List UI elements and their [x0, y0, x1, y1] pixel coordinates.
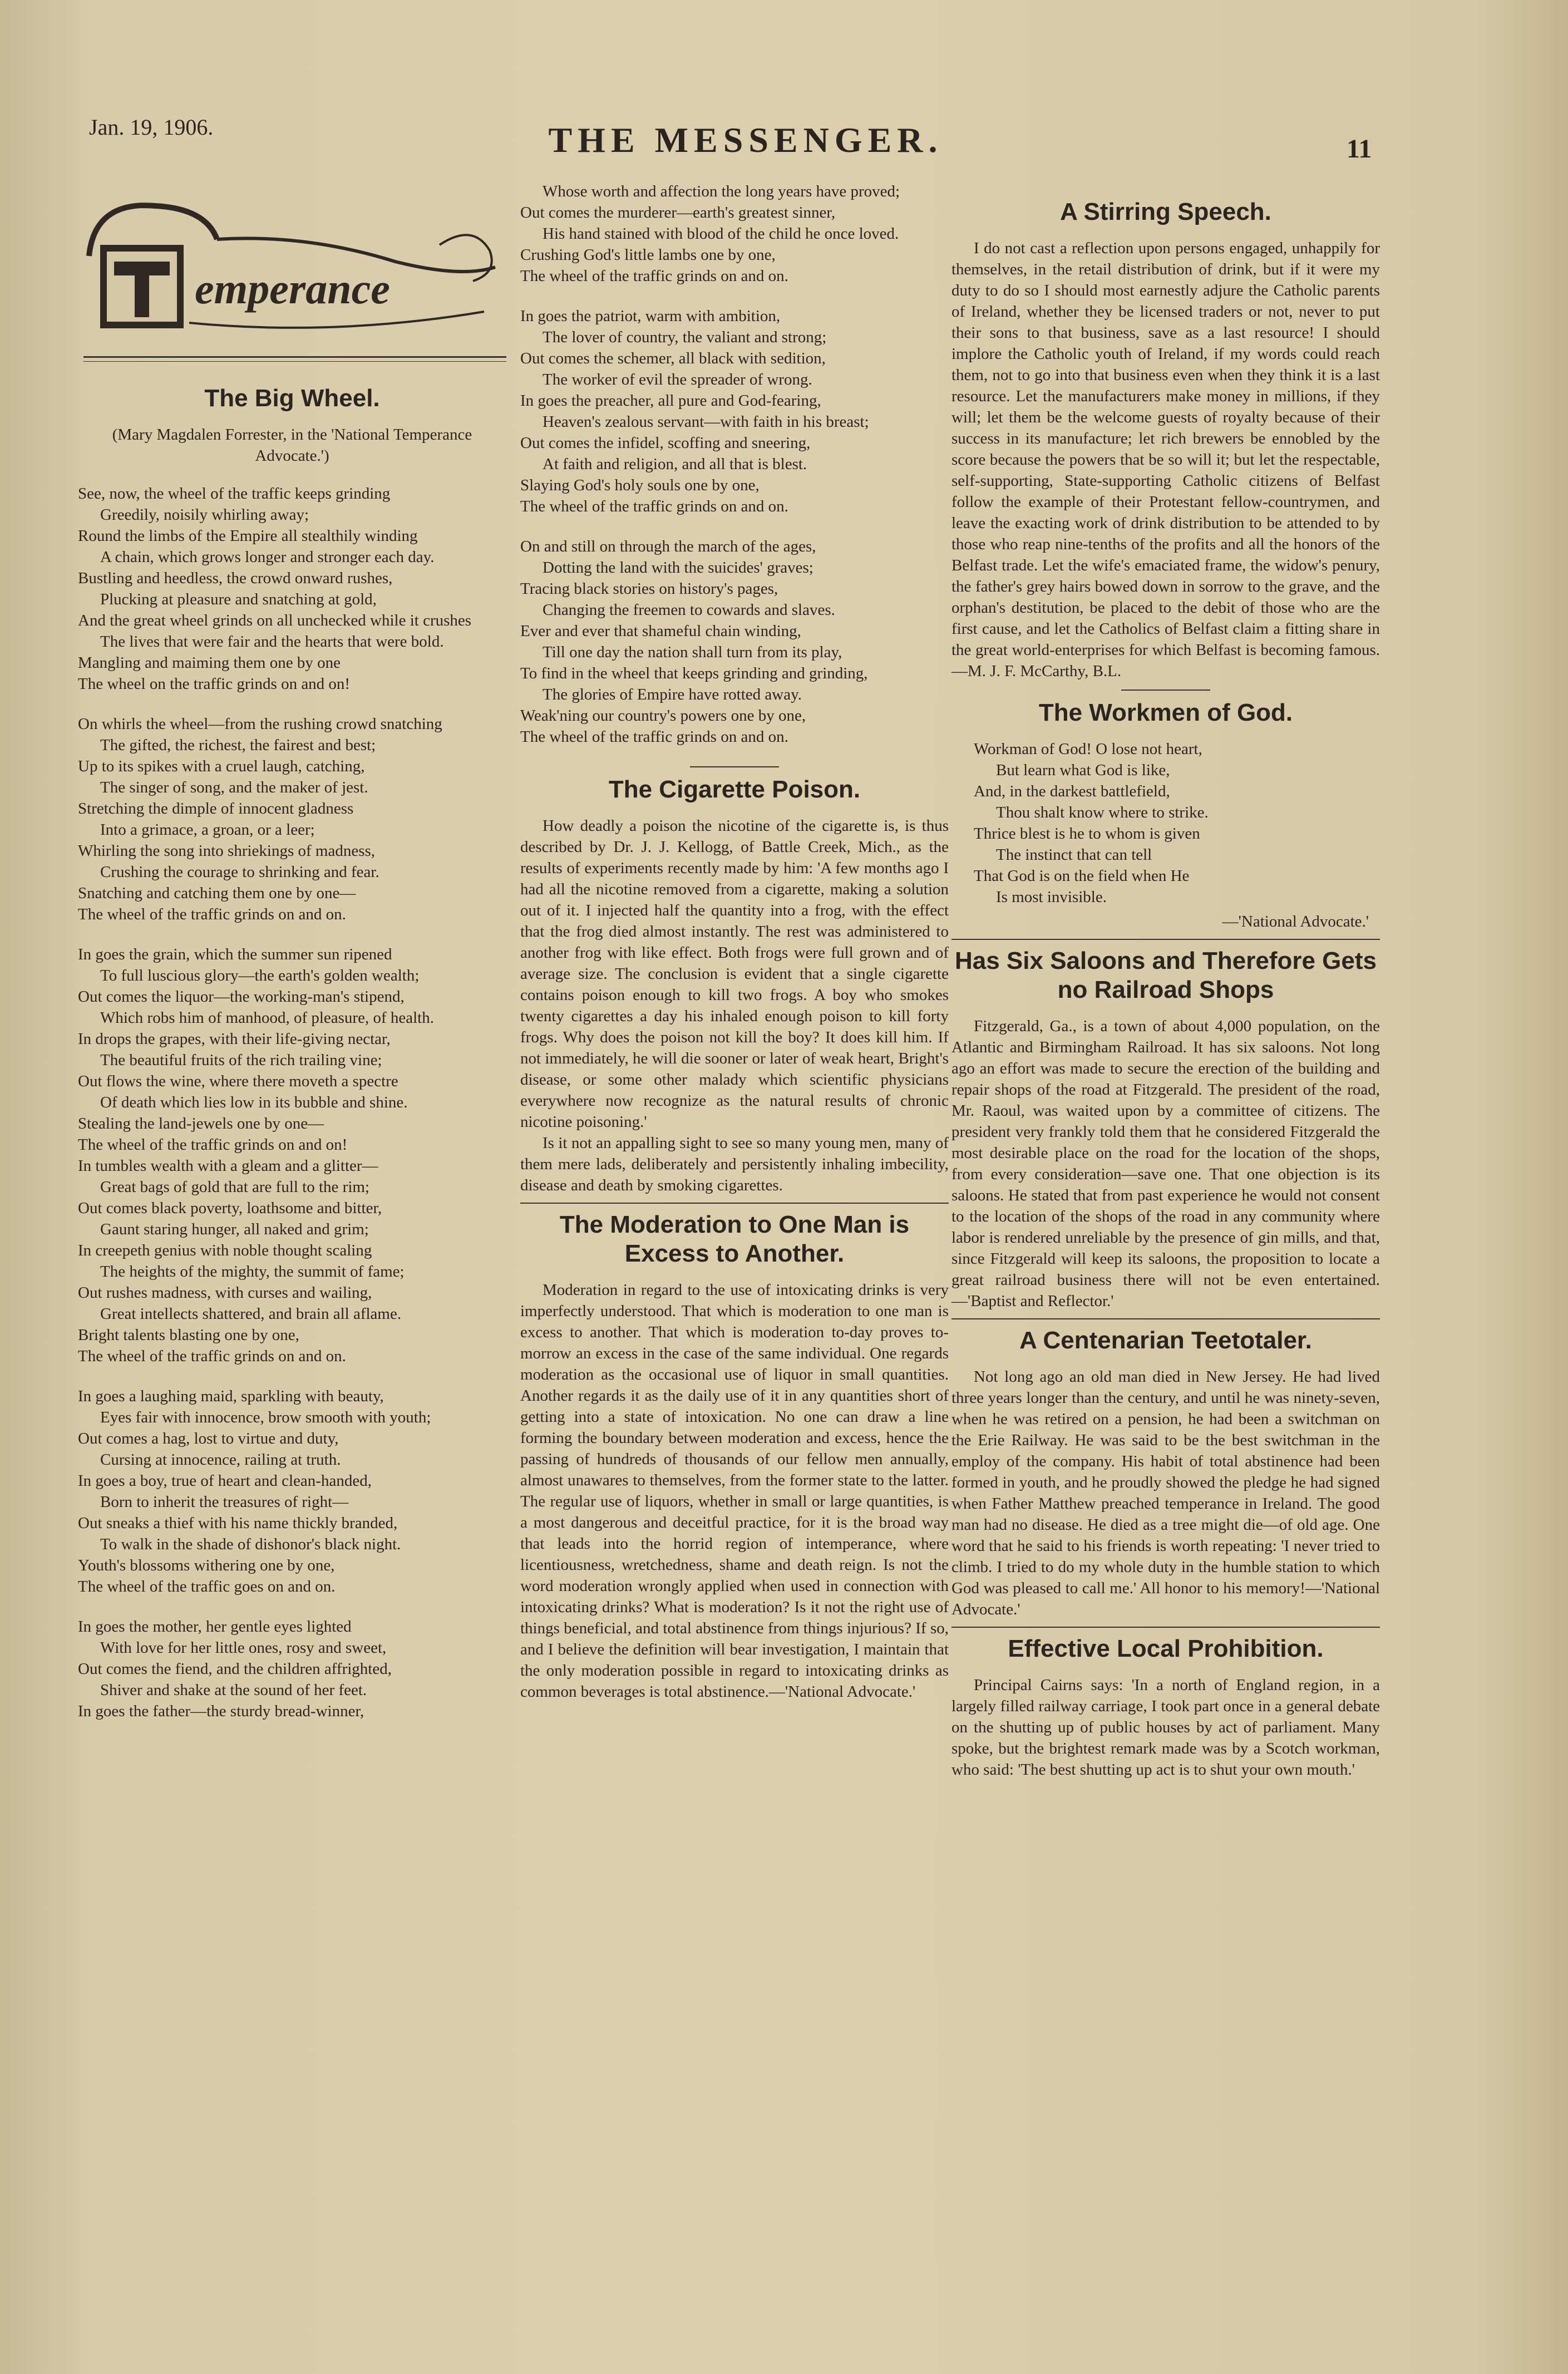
poem-line: Shiver and shake at the sound of her feet.: [100, 1681, 367, 1699]
poem-line: Out comes a hag, lost to virtue and duty,: [78, 1430, 339, 1447]
column-2: [520, 181, 949, 1702]
poem-line: The wheel of the traffic grinds on and on.: [520, 498, 788, 515]
poem-line: And the great wheel grinds on all unchecked while it crushes: [78, 612, 472, 629]
poem-line: In goes the patriot, warm with ambition,: [520, 307, 781, 325]
poem-line: The worker of evil the spreader of wrong.: [543, 371, 812, 388]
temperance-logo: [83, 184, 506, 345]
poem-line: The glories of Empire have rotted away.: [543, 686, 802, 703]
poem-line: The heights of the mighty, the summit of fame;: [100, 1263, 405, 1280]
poem-line: Gaunt staring hunger, all naked and grim;: [100, 1220, 369, 1238]
big-wheel-poem-continued: [520, 181, 949, 747]
poem-line: Out comes the fiend, and the children affrighted,: [78, 1660, 392, 1678]
workmen-title: The Workmen of God.: [1038, 699, 1293, 726]
divider: [951, 939, 1380, 940]
workmen-poem: [951, 738, 1380, 908]
poem-line: And, in the darkest battlefield,: [974, 782, 1170, 800]
divider: [690, 766, 779, 767]
poem-stanza: [520, 181, 949, 287]
moderation-article: [520, 1279, 949, 1702]
article-paragraph: Is it not an appalling sight to see so many young men, many of them mere lads, deliberately and persistently inhaling imbecility, disease and death by smoking cigarettes.: [520, 1134, 949, 1194]
column-3: [951, 192, 1380, 1780]
poem-line: Round the limbs of the Empire all stealthily winding: [78, 527, 418, 545]
poem-line: Heaven's zealous servant—with faith in his breast;: [543, 413, 869, 431]
poem-line: In goes a boy, true of heart and clean-handed,: [78, 1472, 372, 1490]
poem-line: Cursing at innocence, railing at truth.: [100, 1451, 341, 1469]
article-paragraph: Not long ago an old man died in New Jersey. He had lived three years longer than the century, and until he was ninety-seven, when he was retired on a pension, he had been a switchman on the Erie Railway. He was said to be the best switchman in the employ of the company. His habit of total abstinence had been formed in youth, and he proudly showed the pledge he had signed when Father Matthew preached temperance in Ireland. The good man had no disease. He died as a tree might die—of old age. One word that he said to his friends is worth repeating: 'I never tried to climb. I tried to do my whole duty in the humble station to which God was pleased to call me.' All honor to his memory!—'National Advocate.': [951, 1368, 1380, 1618]
saloons-article: [951, 1016, 1380, 1312]
poem-line: Into a grimace, a groan, or a leer;: [100, 821, 315, 839]
article-paragraph: I do not cast a reflection upon persons engaged, unhappily for themselves, in the retail distribution of drink, but if it were my duty to do so I should most earnestly adjure the Catholic parents of Ireland, whether they be licensed traders or not, never to put their sons to that business, save as a last resource! I should implore the Catholic youth of Ireland, if my words could reach them, not to go into that business even when they think it is a last resource. Let the manufacturers make money in millions, if they will; let them be the welcome guests of royalty because of their success in its manufacture; let rich brewers be ennobled by the score because the powers that be so will it; but let the respectable, self-supporting, State-supporting Catholic citizens of Belfast follow the example of their Protestant fellow-countrymen, and leave the exacting work of drink distribution to be attended to by those who reap nine-tenths of the profits and all the honors of the Belfast trade. Let the wife's emaciated frame, the widow's penury, the father's grey hairs bowed down in sorrow to the grave, and the orphan's destitution, be placed to the debit of those who are the first cause, and let the Catholics of Belfast claim a fitting share in the great world-enterprises for which Belfast is becoming famous.—M. J. F. McCarthy, B.L.: [951, 239, 1380, 680]
poem-line: Snatching and catching them one by one—: [78, 884, 356, 902]
poem-line: Stealing the land-jewels one by one—: [78, 1115, 324, 1132]
poem-line: In tumbles wealth with a gleam and a glitter—: [78, 1157, 378, 1175]
poem-line: Greedily, noisily whirling away;: [100, 506, 309, 524]
poem-line: The wheel on the traffic grinds on and on!: [78, 675, 351, 693]
issue-date: Jan. 19, 1906.: [89, 115, 214, 140]
poem-line: Mangling and maiming them one by one: [78, 654, 341, 672]
poem-line: Of death which lies low in its bubble and shine.: [100, 1094, 408, 1111]
poem-line: A chain, which grows longer and stronger each day.: [100, 548, 435, 566]
big-wheel-title: The Big Wheel.: [204, 385, 380, 412]
poem-line: Is most invisible.: [996, 888, 1107, 906]
poem-line: In goes the grain, which the summer sun ripened: [78, 945, 392, 963]
poem-line: His hand stained with blood of the child he once loved.: [543, 225, 899, 243]
poem-line: Out sneaks a thief with his name thickly branded,: [78, 1514, 398, 1532]
poem-line: To walk in the shade of dishonor's black night.: [100, 1535, 401, 1553]
poem-line: Out comes black poverty, loathsome and bitter,: [78, 1199, 382, 1217]
divider: [951, 1627, 1380, 1628]
poem-line: On and still on through the march of the ages,: [520, 538, 816, 555]
poem-line: Whose worth and affection the long years have proved;: [543, 183, 900, 200]
poem-stanza: [78, 713, 506, 925]
poem-line: The wheel of the traffic goes on and on.: [78, 1578, 336, 1595]
poem-line: Stretching the dimple of innocent gladness: [78, 800, 354, 817]
poem-line: The instinct that can tell: [996, 846, 1152, 864]
poem-line: In goes the father—the sturdy bread-winner,: [78, 1702, 364, 1720]
poem-line: The wheel of the traffic grinds on and on.: [520, 267, 788, 285]
poem-stanza: [78, 483, 506, 695]
cigarette-article: [520, 815, 949, 1196]
poem-line: In creepeth genius with noble thought scaling: [78, 1242, 372, 1259]
local-prohibition-title: Effective Local Prohibition.: [1008, 1635, 1324, 1662]
poem-line: Great bags of gold that are full to the rim;: [100, 1178, 369, 1196]
poem-line: Out comes the schemer, all black with sedition,: [520, 349, 826, 367]
poem-line: Out comes the infidel, scoffing and sneering,: [520, 434, 811, 452]
poem-line: To find in the wheel that keeps grinding and grinding,: [520, 664, 868, 682]
poem-line: The gifted, the richest, the fairest and best;: [100, 736, 376, 754]
article-paragraph: How deadly a poison the nicotine of the cigarette is, is thus described by Dr. J. J. Kellogg, of Battle Creek, Mich., as the results of experiments recently made by him: 'A few months ago I had all the nicotine removed from a cigarette, making a solution out of it. I injected half the quantity into a frog, with the effect that the frog died almost instantly. The rest was administered to another frog with like effect. Both frogs were full grown and of average size. The conclusion is evident that a single cigarette contains poison enough to kill two frogs. A boy who smokes twenty cigarettes a day his inhaled enough poison to kill forty frogs. Why does the poison not kill the boy? It does kill him. If not immediately, he will die sooner or later of weak heart, Bright's disease, or some other malady which scientific physicians everywhere now recognize as the natural results of chronic nicotine poisoning.': [520, 817, 949, 1131]
poem-line: The wheel of the traffic grinds on and on.: [78, 1347, 346, 1365]
poem-line: Whirling the song into shriekings of madness,: [78, 842, 376, 860]
centenarian-title: A Centenarian Teetotaler.: [1019, 1327, 1312, 1354]
poem-line: In goes the preacher, all pure and God-fearing,: [520, 392, 821, 410]
big-wheel-poem: [78, 483, 506, 1722]
poem-line: Changing the freemen to cowards and slaves.: [543, 601, 835, 619]
poem-line: Dotting the land with the suicides' graves;: [543, 559, 813, 577]
page-number: 11: [1347, 134, 1372, 164]
poem-line: The wheel of the traffic grinds on and on!: [78, 1136, 348, 1154]
poem-line: But learn what God is like,: [996, 761, 1170, 779]
saloons-title: Has Six Saloons and Therefore Gets no Railroad Shops: [954, 947, 1377, 1003]
poem-line: Which robs him of manhood, of pleasure, of health.: [100, 1009, 434, 1027]
poem-line: With love for her little ones, rosy and sweet,: [100, 1639, 387, 1657]
cigarette-title: The Cigarette Poison.: [608, 776, 861, 803]
poem-line: The wheel of the traffic grinds on and on.: [78, 905, 346, 923]
stirring-title: A Stirring Speech.: [1060, 198, 1271, 225]
poem-line: That God is on the field when He: [974, 867, 1190, 885]
poem-line: Bustling and heedless, the crowd onward rushes,: [78, 569, 393, 587]
moderation-title: The Moderation to One Man is Excess to Another.: [559, 1211, 910, 1267]
poem-line: Youth's blossoms withering one by one,: [78, 1557, 335, 1574]
centenarian-article: [951, 1366, 1380, 1620]
poem-stanza: [520, 306, 949, 517]
poem-line: Ever and ever that shameful chain winding,: [520, 622, 801, 640]
poem-line: Workman of God! O lose not heart,: [974, 740, 1202, 758]
poem-stanza: [78, 944, 506, 1367]
divider: [951, 1318, 1380, 1319]
local-prohibition-article: [951, 1674, 1380, 1780]
poem-line: In drops the grapes, with their life-giving nectar,: [78, 1030, 391, 1048]
poem-stanza: [78, 1386, 506, 1597]
poem-line: See, now, the wheel of the traffic keeps grinding: [78, 485, 391, 503]
poem-line: The lives that were fair and the hearts that were bold.: [100, 633, 444, 651]
poem-line: Weak'ning our country's powers one by one,: [520, 707, 806, 725]
workmen-source: —'National Advocate.': [1222, 913, 1369, 930]
column-1: [78, 378, 506, 1741]
poem-line: Slaying God's holy souls one by one,: [520, 476, 760, 494]
poem-line: Born to inherit the treasures of right—: [100, 1493, 349, 1511]
logo-rule: [83, 356, 506, 362]
poem-line: Crushing God's little lambs one by one,: [520, 246, 776, 264]
poem-line: At faith and religion, and all that is blest.: [543, 455, 807, 473]
poem-line: In goes the mother, her gentle eyes lighted: [78, 1618, 352, 1636]
divider: [520, 1203, 949, 1204]
poem-stanza: [520, 536, 949, 747]
poem-line: Up to its spikes with a cruel laugh, catching,: [78, 757, 365, 775]
poem-line: The beautiful fruits of the rich trailing vine;: [100, 1051, 382, 1069]
poem-line: Eyes fair with innocence, brow smooth with youth;: [100, 1408, 431, 1426]
big-wheel-byline: (Mary Magdalen Forrester, in the 'National Temperance Advocate.'): [112, 426, 472, 465]
poem-line: Thou shalt know where to strike.: [996, 804, 1209, 821]
poem-line: Out comes the liquor—the working-man's stipend,: [78, 988, 405, 1006]
poem-line: In goes a laughing maid, sparkling with beauty,: [78, 1387, 384, 1405]
article-paragraph: Fitzgerald, Ga., is a town of about 4,000 population, on the Atlantic and Birmingham Railroad. It has six saloons. Not long ago an effort was made to secure the erection of the building and repair shops of the road at Fitzgerald. The president of the road, Mr. Raoul, was waited upon by a committee of citizens. The president very frankly told them that he considered Fitzgerald the most desirable place on the road for the location of the shops, from every consideration—save one. That one objection is its saloons. He stated that from past experience he would not consent to the location of the shops of the road in any community where labor is rendered unreliable by the presence of gin mills, and that, since Fitzgerald will keep its saloons, the proposition to locate a great railroad business there will not be even entertained.—'Baptist and Reflector.': [951, 1017, 1380, 1310]
poem-line: Bright talents blasting one by one,: [78, 1326, 299, 1344]
poem-line: Plucking at pleasure and snatching at gold,: [100, 590, 377, 608]
poem-line: The wheel of the traffic grinds on and on.: [520, 728, 788, 746]
poem-line: Till one day the nation shall turn from its play,: [543, 643, 842, 661]
poem-line: Great intellects shattered, and brain all aflame.: [100, 1305, 402, 1323]
article-paragraph: Principal Cairns says: 'In a north of England region, in a largely filled railway carriage, I took part once in a general debate on the shutting up of public houses by act of parliament. Many spoke, but the brightest remark made was by a Scotch workman, who said: 'The best shutting up act is to shut your own mouth.': [951, 1676, 1380, 1779]
poem-line: Crushing the courage to shrinking and fear.: [100, 863, 379, 881]
poem-line: To full luscious glory—the earth's golden wealth;: [100, 967, 420, 984]
poem-line: Out rushes madness, with curses and wailing,: [78, 1284, 372, 1302]
article-paragraph: Moderation in regard to the use of intoxicating drinks is very imperfectly understood. That which is moderation to one man is excess to another. That which is moderation to-day proves to-morrow an excess in the case of the same individual. One regards moderation as the occasional use of liquor in small quantities. Another regards it as the daily use of it in any quantities short of getting into a state of intoxication. No one can draw a line forming the boundary between moderation and excess, hence the passing of hundreds of thousands of our fellow men annually, almost unawares to themselves, from the former state to the latter. The regular use of liquors, whether in small or large quantities, is a most dangerous and deceitful practice, for it is the broad way that leads into the horrid region of intemperance, where licentiousness, wretchedness, shame and death reign. Is not the word moderation wrongly applied when used in connection with intoxicating drinks? What is moderation? Is it not the right use of things beneficial, and total abstinence from things injurious? If so, and I believe the definition will bear investigation, I maintain that the only moderation possible in regard to intoxicating drinks as common beverages is total abstinence.—'National Advocate.': [520, 1281, 949, 1701]
poem-line: Out flows the wine, where there moveth a spectre: [78, 1072, 398, 1090]
logo-word: emperance: [195, 264, 390, 313]
poem-line: Thrice blest is he to whom is given: [974, 825, 1200, 843]
masthead-title: THE MESSENGER.: [548, 120, 943, 160]
poem-line: Tracing black stories on history's pages,: [520, 580, 778, 598]
divider: [1121, 689, 1210, 691]
poem-stanza: [78, 1616, 506, 1722]
poem-line: On whirls the wheel—from the rushing crowd snatching: [78, 715, 442, 733]
stirring-article: [951, 238, 1380, 682]
poem-line: Out comes the murderer—earth's greatest sinner,: [520, 204, 836, 221]
poem-line: The lover of country, the valiant and strong;: [543, 328, 827, 346]
poem-line: The singer of song, and the maker of jest.: [100, 779, 368, 796]
